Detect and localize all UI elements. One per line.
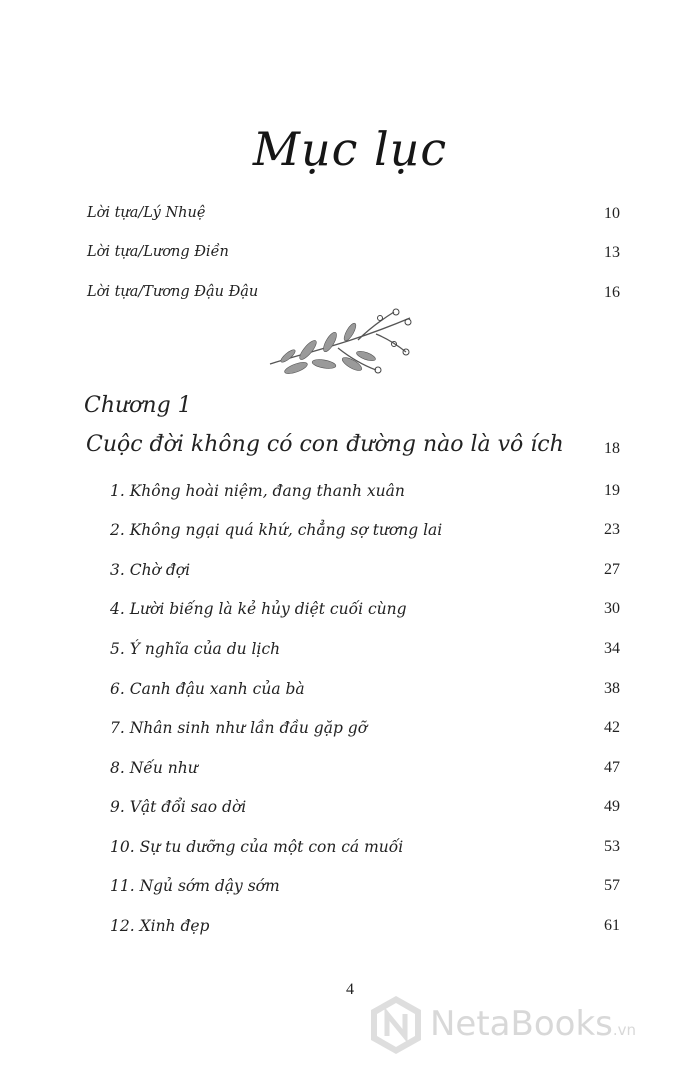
toc-entry-page: 30: [604, 600, 620, 617]
leaf-sprig-icon: [268, 308, 418, 388]
toc-entry-row: [0, 561, 700, 587]
toc-entry-page: 57: [604, 877, 620, 894]
netabooks-watermark: [364, 990, 694, 1060]
toc-entry-label: 9. Vật đổi sao dời: [110, 798, 247, 816]
toc-entry-row: [0, 640, 700, 666]
toc-entry-label: 3. Chờ đợi: [110, 561, 191, 579]
toc-entry-row: [0, 798, 700, 824]
toc-entry-row: [0, 917, 700, 943]
chapter-title: Cuộc đời không có con đường nào là vô ích: [86, 432, 564, 457]
toc-entry-label: 11. Ngủ sớm dậy sớm: [110, 877, 280, 895]
toc-entry-page: 53: [604, 838, 620, 855]
toc-entry-label: 8. Nếu như: [110, 759, 198, 777]
toc-entry-page: 38: [604, 680, 620, 697]
netabooks-logo-icon: [368, 994, 424, 1056]
toc-entry-page: 61: [604, 917, 620, 934]
page-title: Mục lục: [252, 122, 448, 176]
toc-preface-row: [0, 284, 700, 310]
toc-entry-row: [0, 838, 700, 864]
chapter-page: 18: [604, 440, 620, 457]
chapter-number: Chương 1: [84, 393, 192, 418]
toc-entry-row: [0, 482, 700, 508]
toc-entry-label: 2. Không ngại quá khứ, chẳng sợ tương lai: [110, 521, 443, 539]
toc-entry-page: 23: [604, 521, 620, 538]
toc-entry-row: [0, 759, 700, 785]
toc-entry-row: [0, 680, 700, 706]
toc-entry-page: 47: [604, 759, 620, 776]
toc-entry-row: [0, 719, 700, 745]
watermark-text: [430, 1004, 636, 1044]
toc-entry-page: 19: [604, 482, 620, 499]
toc-entry-label: 7. Nhân sinh như lần đầu gặp gỡ: [110, 719, 368, 737]
toc-entry-page: 10: [604, 205, 620, 222]
toc-entry-page: 13: [604, 244, 620, 261]
toc-entry-label: Lời tựa/Lương Điền: [87, 244, 229, 260]
toc-entry-label: 4. Lười biếng là kẻ hủy diệt cuối cùng: [110, 600, 407, 618]
page-number: 4: [346, 981, 354, 998]
toc-entry-label: Lời tựa/Tương Đậu Đậu: [87, 284, 259, 300]
toc-entry-label: 5. Ý nghĩa của du lịch: [110, 640, 281, 658]
toc-entry-row: [0, 877, 700, 903]
watermark-brand: NetaBooks: [430, 1004, 613, 1044]
toc-entry-row: [0, 600, 700, 626]
toc-preface-row: [0, 244, 700, 270]
toc-entry-page: 34: [604, 640, 620, 657]
toc-preface-row: [0, 205, 700, 231]
toc-entry-page: 16: [604, 284, 620, 301]
watermark-suffix: .vn: [612, 1021, 637, 1039]
chapter-title-row: [0, 432, 700, 466]
toc-entry-label: 12. Xinh đẹp: [110, 917, 210, 935]
toc-entry-label: 1. Không hoài niệm, đang thanh xuân: [110, 482, 405, 500]
toc-entry-label: Lời tựa/Lý Nhuệ: [87, 205, 206, 221]
toc-entry-page: 42: [604, 719, 620, 736]
toc-entry-page: 49: [604, 798, 620, 815]
toc-entry-label: 10. Sự tu dưỡng của một con cá muối: [110, 838, 404, 856]
toc-entry-row: [0, 521, 700, 547]
toc-entry-page: 27: [604, 561, 620, 578]
toc-entry-label: 6. Canh đậu xanh của bà: [110, 680, 305, 698]
